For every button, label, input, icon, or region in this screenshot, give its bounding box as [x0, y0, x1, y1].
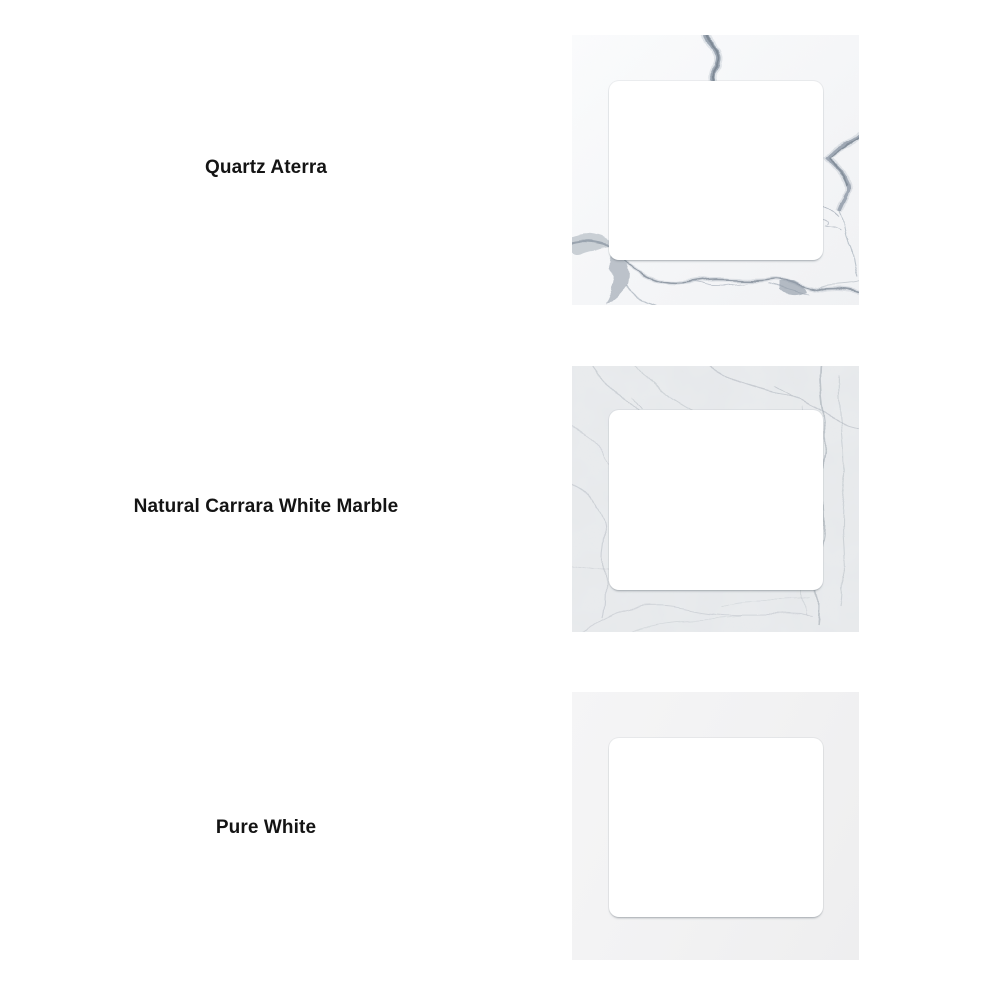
- swatch-natural-carrara-white-marble[interactable]: [572, 366, 859, 632]
- sink-cutout: [609, 81, 823, 260]
- material-label-quartz-aterra: Quartz Aterra: [204, 157, 328, 178]
- material-label-pure-white: Pure White: [215, 817, 317, 838]
- swatch-pure-white[interactable]: [572, 692, 859, 960]
- sink-cutout: [609, 738, 823, 917]
- sink-cutout: [609, 410, 823, 590]
- material-label-carrara-marble: Natural Carrara White Marble: [133, 496, 399, 517]
- swatch-quartz-aterra[interactable]: [572, 35, 859, 305]
